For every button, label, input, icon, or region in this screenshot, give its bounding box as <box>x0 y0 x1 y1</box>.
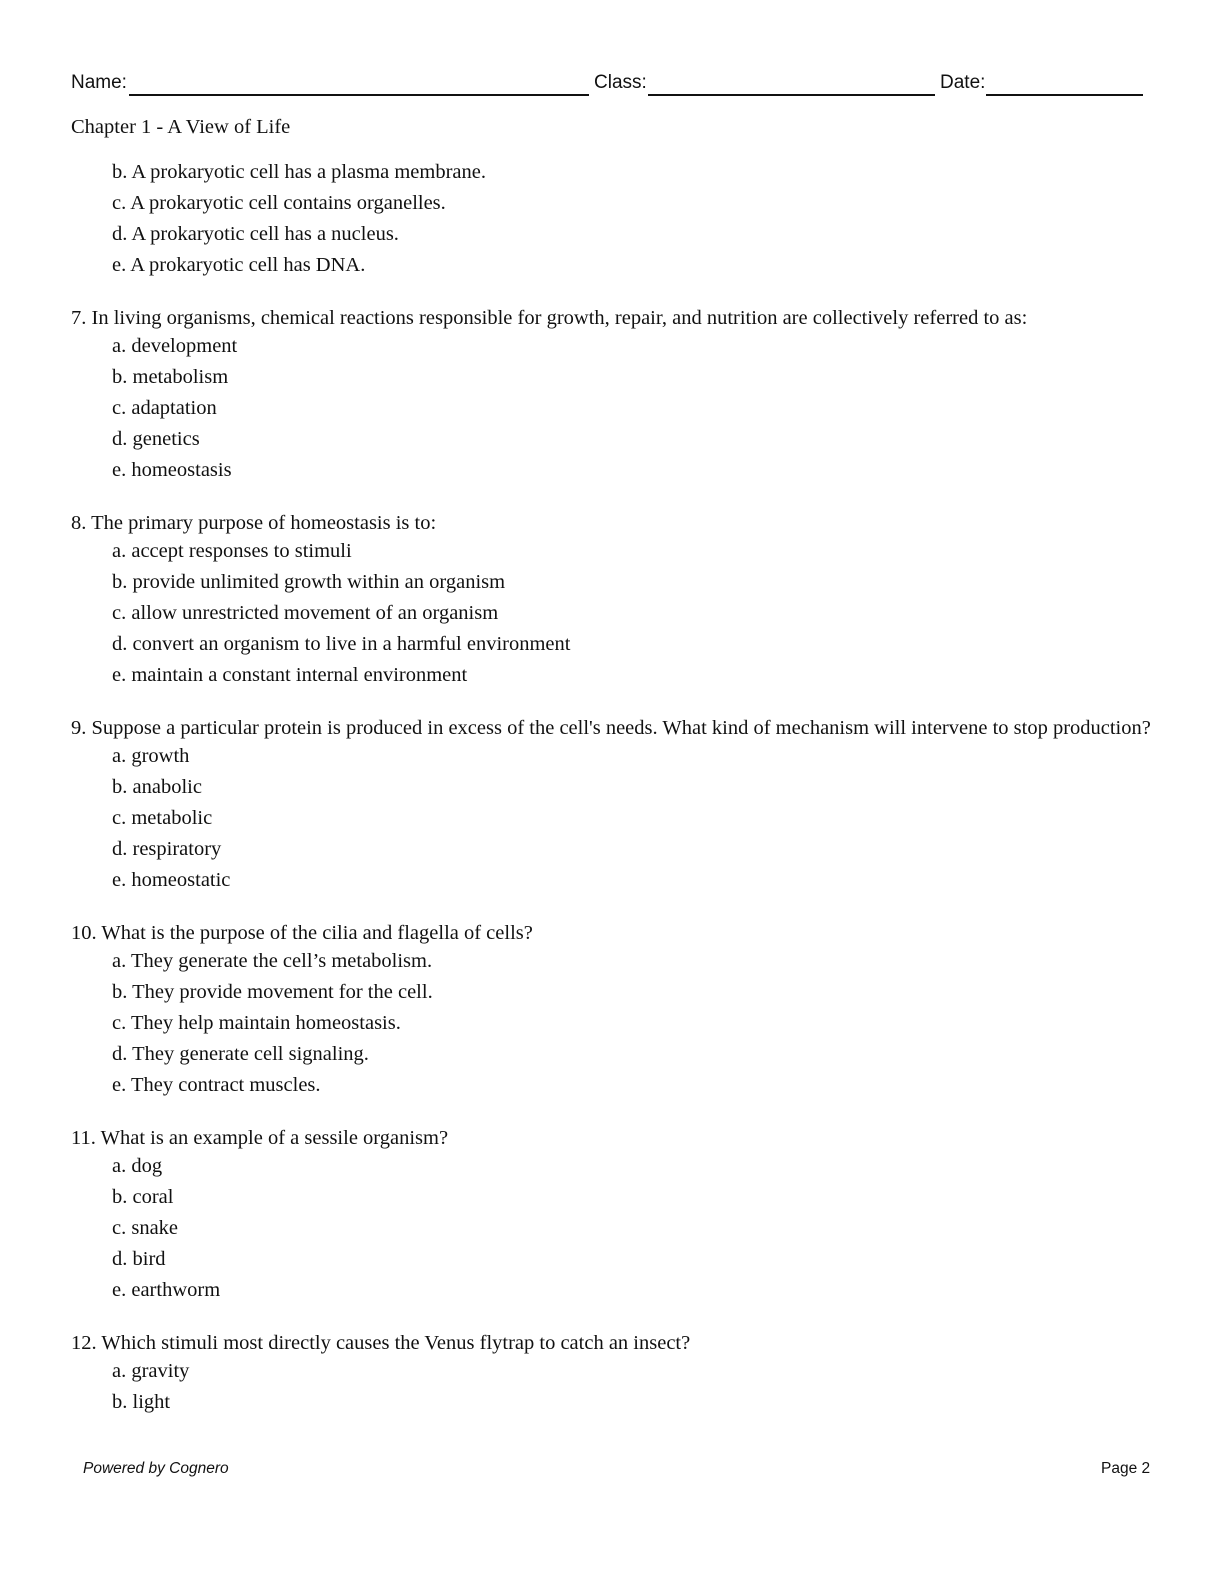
answer-option: b. anabolic <box>112 776 202 798</box>
answer-option: e. homeostatic <box>112 869 231 891</box>
answer-option: a. They generate the cell’s metabolism. <box>112 950 433 972</box>
worksheet-body <box>71 114 1151 1421</box>
question-10 <box>71 921 1151 1104</box>
page-number: Page 2 <box>1101 1460 1151 1477</box>
question-text: 7. In living organisms, chemical reactions responsible for growth, repair, and nutrition are collectively referred to as: <box>71 307 1028 329</box>
answer-option: c. A prokaryotic cell contains organelles. <box>112 192 446 214</box>
question-text: 10. What is the purpose of the cilia and flagella of cells? <box>71 922 533 944</box>
answer-option: d. bird <box>112 1248 166 1270</box>
answer-option: b. light <box>112 1391 171 1413</box>
question-12 <box>71 1331 1151 1421</box>
answer-option: a. development <box>112 335 238 357</box>
name-blank-line <box>129 94 589 96</box>
answer-option: d. They generate cell signaling. <box>112 1043 369 1065</box>
answer-option: a. growth <box>112 745 190 767</box>
answer-option: b. metabolism <box>112 366 229 388</box>
answer-option: e. homeostasis <box>112 459 232 481</box>
answer-option: e. maintain a constant internal environment <box>112 664 468 686</box>
answer-option: d. convert an organism to live in a harmful environment <box>112 633 571 655</box>
answer-option: c. snake <box>112 1217 179 1239</box>
answer-option: c. metabolic <box>112 807 213 829</box>
answer-option: c. They help maintain homeostasis. <box>112 1012 401 1034</box>
question-7 <box>71 306 1151 489</box>
question-8 <box>71 511 1151 694</box>
answer-option: a. accept responses to stimuli <box>112 540 352 562</box>
answer-option: d. genetics <box>112 428 200 450</box>
answer-option: d. respiratory <box>112 838 222 860</box>
question-text: 11. What is an example of a sessile organism? <box>71 1127 449 1149</box>
powered-by-footer: Powered by Cognero <box>83 1460 229 1477</box>
answer-option: e. A prokaryotic cell has DNA. <box>112 254 366 276</box>
class-label: Class: <box>594 72 647 93</box>
question-11 <box>71 1126 1151 1309</box>
name-label: Name: <box>71 72 127 93</box>
continued-options <box>71 160 1151 284</box>
question-text: 9. Suppose a particular protein is produced in excess of the cell's needs. What kind of mechanism will intervene to stop production? <box>71 717 1151 739</box>
answer-option: b. provide unlimited growth within an organism <box>112 571 506 593</box>
answer-option: a. dog <box>112 1155 163 1177</box>
date-blank-line <box>986 94 1143 96</box>
chapter-title: Chapter 1 - A View of Life <box>71 116 291 138</box>
question-9 <box>71 716 1151 899</box>
class-blank-line <box>648 94 935 96</box>
question-text: 8. The primary purpose of homeostasis is to: <box>71 512 437 534</box>
student-info-header <box>71 72 1143 98</box>
answer-option: c. adaptation <box>112 397 217 419</box>
date-label: Date: <box>940 72 986 93</box>
answer-option: e. earthworm <box>112 1279 221 1301</box>
answer-option: b. coral <box>112 1186 174 1208</box>
answer-option: a. gravity <box>112 1360 190 1382</box>
answer-option: b. A prokaryotic cell has a plasma membrane. <box>112 161 487 183</box>
question-text: 12. Which stimuli most directly causes the Venus flytrap to catch an insect? <box>71 1332 691 1354</box>
answer-option: d. A prokaryotic cell has a nucleus. <box>112 223 399 245</box>
answer-option: b. They provide movement for the cell. <box>112 981 433 1003</box>
answer-option: e. They contract muscles. <box>112 1074 321 1096</box>
answer-option: c. allow unrestricted movement of an organism <box>112 602 499 624</box>
